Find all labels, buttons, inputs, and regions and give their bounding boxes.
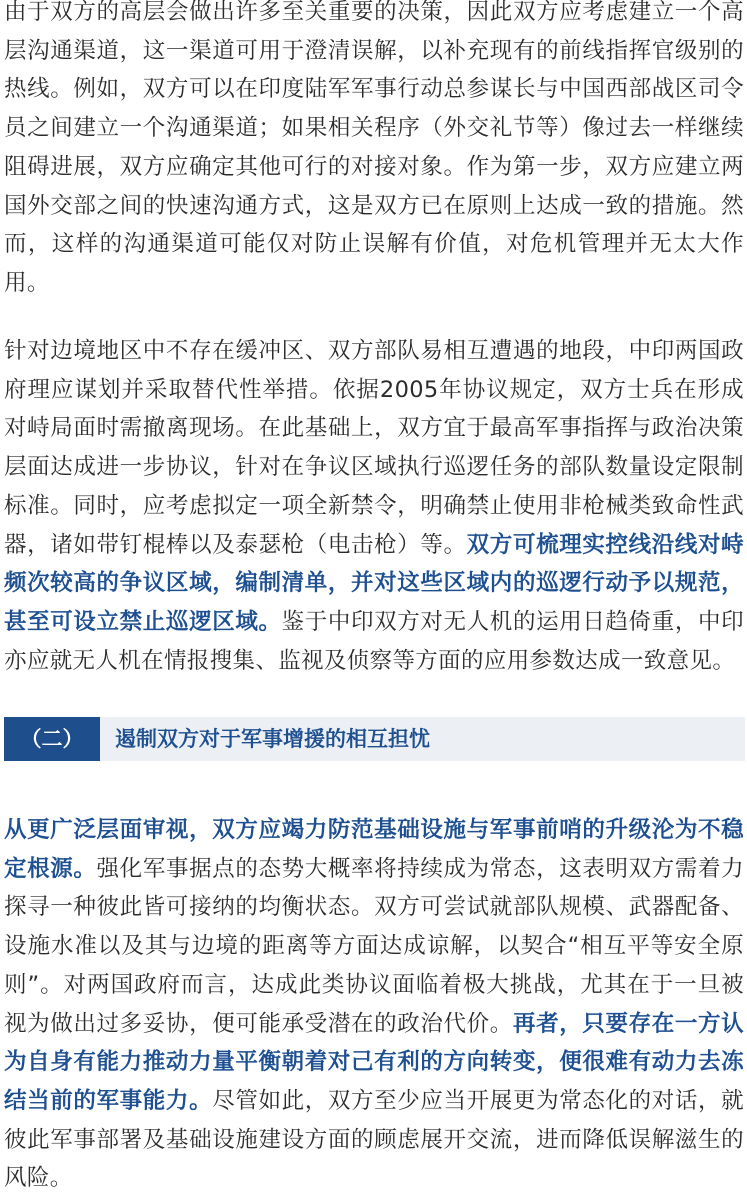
section-title: 遏制双方对于军事增援的相互担忧 [115, 727, 430, 751]
highlighted-text: 从更广泛层面审视，双方应竭力防范基础设施与军事前哨的升级沦为不稳定根源。 [4, 817, 744, 882]
body-text: 尽管如此，双方至少应当开展更为常态化的对话，就彼此军事部署及基础设施建设方面的顾虑展开交流，进而降低误解滋生的风险。 [4, 1087, 744, 1192]
paragraph-3 [4, 811, 744, 1198]
body-text: 强化军事据点的态势大概率将持续成为常态，这表明双方需着力探寻一种彼此皆可接纳的均衡状态。双方可尝试就部队规模、武器配备、设施水准以及其与边境的距离等方面达成谅解，以契合“相互平等安全原则”。对两国政府而言，达成此类协议面临着极大挑战，尤其在于一旦被视为做出过多妥协，便可能承受潜在的政治代价。 [4, 855, 744, 1037]
highlighted-text: 双方可梳理实控线沿线对峙频次较高的争议区域，编制清单，并对这些区域内的巡逻行动予以规范，甚至可设立禁止巡逻区域。 [4, 531, 744, 635]
body-text: 鉴于中印双方对无人机的运用日趋倚重，中印亦应就无人机在情报搜集、监视及侦察等方面的应用参数达成一致意见。 [4, 608, 744, 674]
body-text: 针对边境地区中不存在缓冲区、双方部队易相互遭遇的地段，中印两国政府理应谋划并采取替代性举措。依据2005年协议规定，双方士兵在形成对峙局面时需撤离现场。在此基础上，双方宜于最高军事指挥与政治决策层面达成进一步协议，针对在争议区域执行巡逻任务的部队数量设定限制标准。同时，应考虑拟定一项全新禁令，明确禁止使用非枪械类致命性武器，诸如带钉棍棒以及泰瑟枪（电击枪）等。 [4, 338, 744, 558]
paragraph-1 [4, 0, 744, 303]
section-header [4, 717, 745, 761]
paragraph-2 [4, 332, 744, 680]
section-number: （二） [4, 717, 100, 761]
highlighted-text: 再者，只要存在一方认为自身有能力推动力量平衡朝着对己有利的方向转变，便很难有动力去冻结当前的军事能力。 [4, 1010, 744, 1114]
body-text: 由于双方的高层会做出许多至关重要的决策，因此双方应考虑建立一个高层沟通渠道，这一渠道可用于澄清误解，以补充现有的前线指挥官级别的热线。例如，双方可以在印度陆军军事行动总参谋长与中国西部战区司令员之间建立一个沟通渠道；如果相关程序（外交礼节等）像过去一样继续阻碍进展，双方应确定其他可行的对接对象。作为第一步，双方应建立两国外交部之间的快速沟通方式，这是双方已在原则上达成一致的措施。然而，这样的沟通渠道可能仅对防止误解有价值，对危机管理并无太大作用。 [4, 0, 744, 296]
